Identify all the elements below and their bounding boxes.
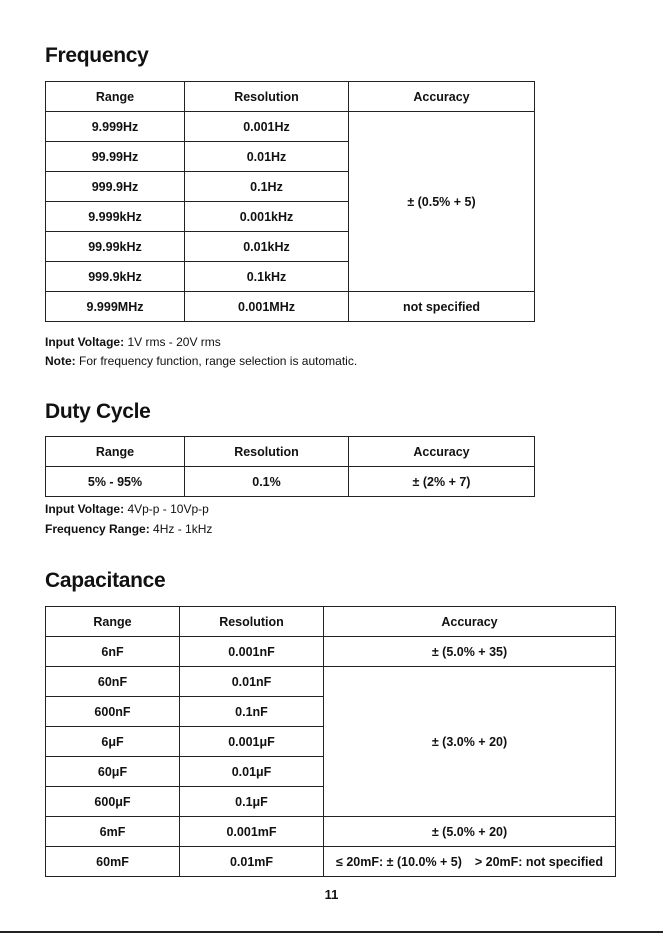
range-cell: 99.99kHz <box>46 232 185 262</box>
frequency-input-voltage <box>45 335 221 349</box>
resolution-cell: 0.01μF <box>180 757 324 787</box>
accuracy-cell: ± (5.0% + 20) <box>324 817 616 847</box>
header-range: Range <box>46 607 180 637</box>
header-accuracy: Accuracy <box>349 82 535 112</box>
table-header-row <box>46 607 616 637</box>
note-value: 1V rms - 20V rms <box>124 335 221 349</box>
table-header-row <box>46 82 535 112</box>
header-resolution: Resolution <box>185 82 349 112</box>
range-cell: 999.9Hz <box>46 172 185 202</box>
range-cell: 9.999MHz <box>46 292 185 322</box>
duty-cycle-table <box>45 436 535 497</box>
range-cell: 6μF <box>46 727 180 757</box>
range-cell: 60mF <box>46 847 180 877</box>
note-label: Note: <box>45 354 76 368</box>
range-cell: 99.99Hz <box>46 142 185 172</box>
duty-cycle-heading: Duty Cycle <box>45 400 151 423</box>
table-header-row <box>46 437 535 467</box>
frequency-heading: Frequency <box>45 44 149 67</box>
bottom-rule <box>0 931 663 933</box>
range-cell: 600μF <box>46 787 180 817</box>
resolution-cell: 0.001mF <box>180 817 324 847</box>
note-value: For frequency function, range selection is automatic. <box>75 354 358 368</box>
range-cell: 6nF <box>46 637 180 667</box>
accuracy-below-20mf: ≤ 20mF: ± (10.0% + 5) <box>336 854 462 869</box>
capacitance-table <box>45 606 616 877</box>
range-cell: 6mF <box>46 817 180 847</box>
note-value: 4Vp-p - 10Vp-p <box>124 502 209 516</box>
resolution-cell: 0.1% <box>185 467 349 497</box>
resolution-cell: 0.1nF <box>180 697 324 727</box>
resolution-cell: 0.001Hz <box>185 112 349 142</box>
duty-cycle-input-voltage <box>45 502 209 516</box>
table-row <box>46 467 535 497</box>
note-label: Input Voltage: <box>45 502 125 516</box>
header-resolution: Resolution <box>185 437 349 467</box>
page-number: 11 <box>324 887 339 902</box>
accuracy-cell <box>324 847 616 877</box>
capacitance-heading: Capacitance <box>45 569 166 592</box>
table-row <box>46 817 616 847</box>
resolution-cell: 0.001μF <box>180 727 324 757</box>
table-row <box>46 667 616 697</box>
header-resolution: Resolution <box>180 607 324 637</box>
range-cell: 9.999Hz <box>46 112 185 142</box>
header-range: Range <box>46 437 185 467</box>
header-accuracy: Accuracy <box>349 437 535 467</box>
note-label: Frequency Range: <box>45 522 150 536</box>
accuracy-cell: ± (0.5% + 5) <box>349 112 535 292</box>
accuracy-cell: ± (3.0% + 20) <box>324 667 616 817</box>
resolution-cell: 0.01Hz <box>185 142 349 172</box>
table-row <box>46 112 535 142</box>
accuracy-cell: ± (2% + 7) <box>349 467 535 497</box>
resolution-cell: 0.001nF <box>180 637 324 667</box>
header-accuracy: Accuracy <box>324 607 616 637</box>
range-cell: 9.999kHz <box>46 202 185 232</box>
accuracy-cell: not specified <box>349 292 535 322</box>
resolution-cell: 0.001MHz <box>185 292 349 322</box>
accuracy-above-20mf: > 20mF: not specified <box>474 854 603 869</box>
note-value: 4Hz - 1kHz <box>149 522 213 536</box>
resolution-cell: 0.01kHz <box>185 232 349 262</box>
table-row <box>46 292 535 322</box>
header-range: Range <box>46 82 185 112</box>
frequency-note <box>45 354 357 368</box>
resolution-cell: 0.01mF <box>180 847 324 877</box>
duty-cycle-frequency-range <box>45 522 212 536</box>
frequency-table <box>45 81 535 322</box>
table-row <box>46 637 616 667</box>
range-cell: 999.9kHz <box>46 262 185 292</box>
accuracy-cell: ± (5.0% + 35) <box>324 637 616 667</box>
resolution-cell: 0.001kHz <box>185 202 349 232</box>
table-row <box>46 847 616 877</box>
range-cell: 5% - 95% <box>46 467 185 497</box>
range-cell: 60μF <box>46 757 180 787</box>
resolution-cell: 0.1Hz <box>185 172 349 202</box>
resolution-cell: 0.01nF <box>180 667 324 697</box>
range-cell: 60nF <box>46 667 180 697</box>
resolution-cell: 0.1μF <box>180 787 324 817</box>
note-label: Input Voltage: <box>45 335 125 349</box>
resolution-cell: 0.1kHz <box>185 262 349 292</box>
range-cell: 600nF <box>46 697 180 727</box>
